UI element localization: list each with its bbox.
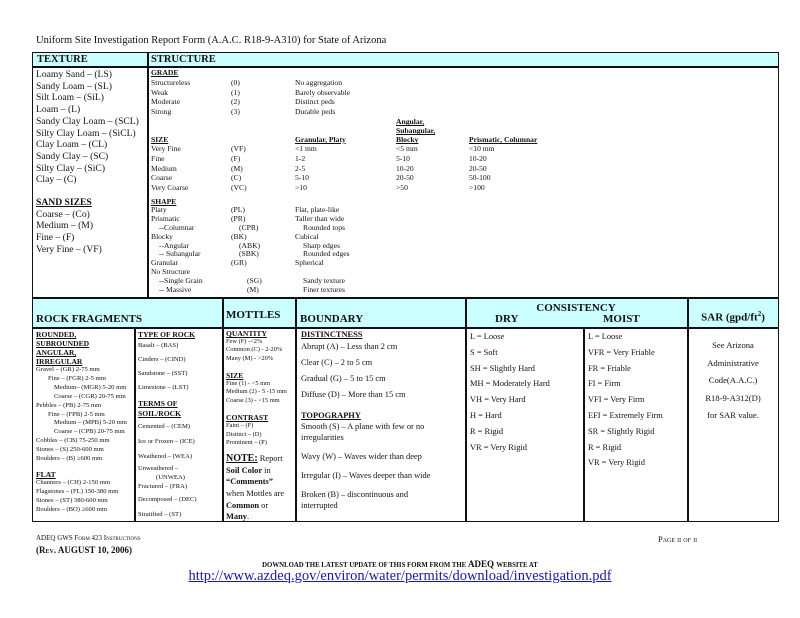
texture-item: Clay – (C) <box>36 174 77 186</box>
structure-cell: Distinct peds <box>295 97 335 107</box>
moist-consistency-list <box>588 329 663 471</box>
texture-item: Sandy Clay Loam – (SCL) <box>36 115 139 127</box>
structure-cell: (ABK) <box>239 240 261 250</box>
structure-cell: 50-100 <box>469 173 491 183</box>
structure-cell: Sharp edges <box>303 240 340 250</box>
structure-row <box>151 164 559 174</box>
texture-item: Silty Clay Loam – (SiCL) <box>36 127 136 139</box>
contrast-heading: CONTRAST <box>226 413 269 423</box>
topography-line: Smooth (S) – A plane with few or no <box>301 422 425 431</box>
structure-table <box>151 67 559 294</box>
shape-heading: SHAPE <box>151 196 177 206</box>
structure-cell: >100 <box>469 182 485 192</box>
structure-cell: Spherical <box>295 258 324 268</box>
note-text: Report <box>257 454 283 464</box>
download-url-link[interactable]: http://www.azdeq.gov/environ/water/permits/download/investigation.pdf <box>188 568 612 584</box>
divider <box>222 297 224 522</box>
note-text: or <box>259 500 269 510</box>
rock-type-column <box>138 330 197 522</box>
topography-line: Irregular (I) – Waves deeper than wide <box>301 471 431 480</box>
structure-cell: 20-50 <box>469 163 487 173</box>
rock-shape-list <box>36 330 127 515</box>
structure-cell: Medium <box>151 163 177 173</box>
mottles-column <box>226 330 296 523</box>
grade-heading: GRADE <box>151 68 179 78</box>
structure-cell: (SBK) <box>239 249 259 259</box>
structure-row <box>151 192 559 206</box>
rock-type-list <box>138 339 197 395</box>
moist-consistency-item: VFI = Very Firm <box>588 395 645 405</box>
rock-item: Medium– (MGR) 5-20 mm <box>54 383 127 391</box>
structure-row <box>151 183 559 193</box>
structure-cell: >50 <box>396 182 408 192</box>
structure-row <box>151 224 559 233</box>
texture-item: Loamy Sand – (LS) <box>36 69 112 80</box>
structure-cell: (F) <box>231 153 241 163</box>
structure-row <box>151 259 559 268</box>
rock-terms-list <box>138 419 197 522</box>
structure-cell: Fine <box>151 153 165 163</box>
structure-header: STRUCTURE <box>151 54 216 65</box>
structure-cell: No aggregation <box>295 78 343 87</box>
structure-row <box>151 144 559 154</box>
rock-heading: FLAT <box>36 469 56 479</box>
topography-item <box>301 451 430 462</box>
structure-cell: Very Coarse <box>151 182 189 192</box>
structure-row <box>151 116 559 144</box>
sand-size-item: Coarse – (Co) <box>36 208 90 220</box>
divider <box>32 327 779 329</box>
dry-consistency-item: S = Soft <box>470 347 498 357</box>
structure-cell: Rounded tops <box>303 222 345 232</box>
rock-term-item: Decomposed – (DEC) <box>138 496 197 503</box>
structure-cell: (CPR) <box>239 222 259 232</box>
mottle-size-item: Coarse (3) - >15 mm <box>226 396 280 404</box>
dry-consistency-item: MH = Moderately Hard <box>470 379 550 389</box>
structure-row <box>151 250 559 259</box>
texture-item: Silt Loam – (SiL) <box>36 92 104 104</box>
rock-item: Boulders – (B) ≥600 mm <box>36 455 103 463</box>
rock-term-item: Weathered – (WEA) <box>138 453 193 460</box>
rock-item: Coarse – (CGR) 20-75 mm <box>54 392 126 400</box>
divider <box>583 328 585 522</box>
rock-item: Gravel – (GR) 2-75 mm <box>36 366 100 373</box>
mottle-quantity-item: Common (C) - 2-20% <box>226 346 283 354</box>
rock-type-item: Sandstone – (SST) <box>138 370 188 377</box>
dry-consistency-item: L = Loose <box>470 332 505 341</box>
size-heading: SIZE <box>151 134 169 144</box>
topography-line: interrupted <box>301 501 338 510</box>
structure-cell: (M) <box>231 163 243 173</box>
mottle-contrast-item: Distinct – (D) <box>226 430 262 438</box>
structure-row <box>151 173 559 183</box>
structure-cell: Flat, plate-like <box>295 205 340 215</box>
note-text: “Comments” <box>226 477 273 487</box>
rock-type-item: Cinders – (CIND) <box>138 356 186 363</box>
moist-consistency-item: SR = Slightly Rigid <box>588 426 655 436</box>
structure-row <box>151 97 559 107</box>
structure-cell <box>231 268 295 277</box>
page-title: Uniform Site Investigation Report Form (A.A.C. R18-9-A310) for State of Arizona <box>36 35 387 46</box>
dry-consistency-item: R = Rigid <box>470 426 504 436</box>
structure-cell: Coarse <box>151 173 173 183</box>
distinctness-item: Clear (C) – 2 to 5 cm <box>301 358 373 367</box>
topography-line: Broken (B) – discontinuous and <box>301 490 409 499</box>
boundary-header: BOUNDARY <box>300 313 364 325</box>
structure-cell: Structureless <box>151 78 191 87</box>
structure-row <box>151 286 559 295</box>
sand-size-item: Medium – (M) <box>36 220 94 232</box>
rock-item: Boulders – (BO) ≥600 mm <box>36 505 108 513</box>
moist-header: MOIST <box>603 313 640 325</box>
structure-cell: Prismatic <box>151 214 180 224</box>
sar-header-sup: 2 <box>757 310 762 318</box>
dry-consistency-item: VH = Very Hard <box>470 395 526 405</box>
structure-cell: 5-10 <box>295 173 309 183</box>
structure-cell: (PR) <box>231 214 246 224</box>
note-text: Common <box>226 500 260 510</box>
mottle-size-item: Fine (1) - <5 mm <box>226 380 271 388</box>
moist-consistency-item: L = Loose <box>588 332 623 341</box>
dry-consistency-item: SH = Slightly Hard <box>470 363 535 373</box>
structure-cell: 5-10 <box>396 153 410 163</box>
size-col-header-blocky <box>396 116 469 144</box>
distinctness-item: Abrupt (A) – Less than 2 cm <box>301 342 398 351</box>
structure-cell: (M) <box>247 284 259 294</box>
distinctness-item: Diffuse (D) – More than 15 cm <box>301 390 406 399</box>
note-text: Many <box>226 512 247 522</box>
structure-cell: --Columnar <box>159 222 195 232</box>
rock-type-item: Limestone – (LST) <box>138 384 189 391</box>
structure-cell: --Angular <box>159 240 189 250</box>
structure-cell: (3) <box>231 106 240 116</box>
rock-item: Pebbles – (PB) 2-75 mm <box>36 401 102 409</box>
mottle-quantity-item: Few (F) -<2% <box>226 338 263 345</box>
structure-cell: <5 mm <box>396 144 418 154</box>
structure-cell: No Structure <box>151 266 191 276</box>
rock-heading: ANGULAR, <box>36 348 77 357</box>
terms-heading-1: TERMS OF <box>138 399 178 408</box>
structure-row <box>151 215 559 224</box>
topography-heading: TOPOGRAPHY <box>301 411 361 420</box>
rock-fragments-header: ROCK FRAGMENTS <box>36 313 143 325</box>
rock-term-item: Cemented – (CEM) <box>138 423 191 430</box>
structure-cell: -- Massive <box>159 284 192 294</box>
rock-heading: ROUNDED, <box>36 330 77 339</box>
sar-header-close: ) <box>761 311 765 324</box>
structure-cell: Blocky <box>151 231 173 241</box>
dry-consistency-item: H = Hard <box>470 410 502 420</box>
topography-item <box>301 421 430 443</box>
page-number: Page ii of ii <box>658 534 698 544</box>
sar-note-line: Code(A.A.C.) <box>708 375 758 386</box>
note-text: when Mottles are <box>226 489 285 499</box>
revision-date <box>36 545 132 555</box>
sand-size-item: Very Fine – (VF) <box>36 243 102 255</box>
texture-item: Silty Clay – (SiC) <box>36 162 106 174</box>
terms-heading-2: SOIL/ROCK <box>138 409 182 418</box>
mottle-quantity-item: Many (M) - >20% <box>226 354 274 362</box>
divider <box>134 328 136 522</box>
structure-row <box>151 78 559 88</box>
topography-line: irregularities <box>301 433 344 442</box>
texture-header: TEXTURE <box>37 54 88 65</box>
size-col-header-line: Subangular, <box>396 126 436 136</box>
sand-size-item: Fine – (F) <box>36 232 75 244</box>
texture-item: Loam – (L) <box>36 104 81 116</box>
sar-note-line: Administrative <box>707 357 759 368</box>
structure-row <box>151 88 559 98</box>
structure-row <box>151 206 559 215</box>
structure-row <box>151 242 559 251</box>
rock-heading: SUBROUNDED <box>36 339 90 348</box>
note-text: in <box>262 465 271 475</box>
texture-list <box>36 69 139 256</box>
mottle-contrast-item: Faint – (F) <box>226 422 254 430</box>
structure-cell: 20-50 <box>396 173 414 183</box>
structure-cell: 1-2 <box>295 153 306 163</box>
divider <box>465 297 467 522</box>
structure-cell: Weak <box>151 87 169 97</box>
mottles-note <box>226 453 296 523</box>
structure-row <box>151 277 559 286</box>
moist-consistency-item: EFI = Extremely Firm <box>588 410 663 420</box>
structure-row <box>151 268 559 277</box>
rock-term-item: Ice or Frozen – (ICE) <box>138 438 195 445</box>
size-col-header-line: Blocky <box>396 135 419 145</box>
rev-date: AUGUST 10, 2006) <box>56 545 132 555</box>
rock-item: Coarse – (CPB) 20-75 mm <box>54 428 125 436</box>
structure-cell: -- Subangular <box>159 249 201 259</box>
moist-consistency-item: FI = Firm <box>588 379 621 389</box>
structure-cell: Sandy texture <box>303 275 345 285</box>
texture-item: Sandy Clay – (SC) <box>36 150 109 162</box>
rock-term-item: Fractured – (FRA) <box>138 483 188 490</box>
structure-cell: (C) <box>231 173 242 183</box>
structure-cell: Very Fine <box>151 144 181 154</box>
boundary-column <box>301 330 430 519</box>
rock-term-item: Stratified – (ST) <box>138 511 182 518</box>
rock-item: Fine – (FPB) 2-5 mm <box>48 410 105 418</box>
dry-header: DRY <box>495 313 519 325</box>
structure-cell: 10-20 <box>396 163 414 173</box>
mottle-size-heading: SIZE <box>226 370 244 380</box>
form-number: ADEQ GWS Form 423 Instructions <box>36 534 141 542</box>
distinctness-item: Gradual (G) – 5 to 15 cm <box>301 374 386 383</box>
quantity-heading: QUANTITY <box>226 329 267 338</box>
type-of-rock-heading: TYPE OF ROCK <box>138 330 196 339</box>
structure-cell: Barely observable <box>295 87 351 97</box>
structure-cell: (1) <box>231 87 240 97</box>
structure-cell: (0) <box>231 78 240 87</box>
divider <box>147 52 149 298</box>
structure-cell: (BK) <box>231 231 247 241</box>
size-col-header: Granular, Platy <box>295 134 346 144</box>
note-text: . <box>246 512 250 522</box>
note-label: NOTE: <box>226 453 258 465</box>
dry-consistency-list <box>470 329 550 455</box>
note-text: Soil Color <box>226 465 263 475</box>
rock-item: Flagstones – (FL) 150-380 mm <box>36 487 119 495</box>
rock-item: Channers – (CH) 2-150 mm <box>36 478 110 486</box>
structure-row <box>151 67 559 78</box>
rock-type-item: Basalt – (BAS) <box>138 342 179 349</box>
moist-consistency-item: VFR = Very Friable <box>588 347 655 357</box>
structure-cell: Cubical <box>295 231 319 241</box>
upper-header-band <box>33 53 778 67</box>
moist-consistency-item: FR = Friable <box>588 363 631 373</box>
structure-cell: <10 mm <box>469 144 495 154</box>
topography-line: Wavy (W) – Waves wider than deep <box>301 452 422 461</box>
rock-term-item: Unweathered – <box>138 465 179 472</box>
structure-cell: (SG) <box>247 275 262 285</box>
moist-consistency-item: R = Rigid <box>588 442 622 452</box>
dry-consistency-item: VR = Very Rigid <box>470 442 527 452</box>
sar-note-line: for SAR value. <box>707 410 759 421</box>
sar-note-line: R18-9-A312(D) <box>705 392 761 403</box>
structure-cell: (2) <box>231 97 240 107</box>
structure-cell: Rounded edges <box>303 249 350 259</box>
moist-consistency-item: VR = Very Rigid <box>588 458 645 468</box>
topography-item <box>301 470 430 481</box>
size-col-header: Prismatic, Columnar <box>469 134 538 144</box>
sand-sizes-heading: SAND SIZES <box>36 197 92 209</box>
structure-cell: Granular <box>151 258 178 268</box>
rev-prefix: (Rev. <box>36 545 57 555</box>
distinctness-heading: DISTINCTNESS <box>301 330 363 339</box>
sar-note <box>687 337 779 425</box>
sar-header-text: SAR (gpd/ft <box>701 311 758 324</box>
mottle-contrast-item: Prominent – (P) <box>226 438 267 446</box>
structure-row <box>151 154 559 164</box>
structure-cell <box>231 116 295 144</box>
consistency-header: CONSISTENCY <box>536 302 616 314</box>
structure-cell: Finer textures <box>303 284 345 294</box>
sar-header <box>687 310 779 324</box>
structure-cell: (VF) <box>231 144 246 154</box>
structure-cell: Platy <box>151 205 167 215</box>
mottle-size-item: Medium (2) - 5 -15 mm <box>226 388 287 396</box>
structure-row <box>151 107 559 117</box>
rock-item: Stones – (ST) 380-600 mm <box>36 496 108 504</box>
adeq-text: ADEQ <box>466 559 497 569</box>
structure-cell: 10-20 <box>469 153 487 163</box>
structure-cell: Taller than wide <box>295 214 345 224</box>
structure-cell: <1 mm <box>295 144 317 154</box>
rock-item: Medium – (MPB) 5-20 mm <box>54 419 127 427</box>
download-link-wrap <box>0 568 800 585</box>
sar-note-line: See Arizona <box>712 340 754 350</box>
texture-item: Sandy Loam – (SL) <box>36 80 112 92</box>
rock-item: Stones – (S) 250-600 mm <box>36 446 104 454</box>
rock-item: Cobbles – (CB) 75-250 mm <box>36 437 110 445</box>
structure-row <box>151 233 559 242</box>
structure-cell: Durable peds <box>295 106 336 116</box>
mottles-header: MOTTLES <box>226 309 281 321</box>
structure-cell: >10 <box>295 182 307 192</box>
structure-cell: 2-5 <box>295 163 306 173</box>
size-col-header-line: Angular, <box>396 117 425 127</box>
rock-term-item: (UNWEA) <box>156 474 185 481</box>
topography-item <box>301 489 430 511</box>
structure-cell: --Single Grain <box>159 275 203 285</box>
structure-cell: (VC) <box>231 182 247 192</box>
website-text: WEBSITE AT <box>496 562 538 569</box>
download-text: DOWNLOAD THE LATEST UPDATE OF THIS FORM FROM THE <box>262 562 467 569</box>
rock-heading: IRREGULAR <box>36 357 83 366</box>
texture-item: Clay Loam – (CL) <box>36 139 108 151</box>
rock-item: Fine – (FGR) 2-5 mm <box>48 374 106 382</box>
structure-cell: Strong <box>151 106 172 116</box>
structure-cell: Moderate <box>151 97 181 107</box>
structure-cell: (PL) <box>231 205 245 215</box>
structure-cell: (GR) <box>231 258 247 268</box>
